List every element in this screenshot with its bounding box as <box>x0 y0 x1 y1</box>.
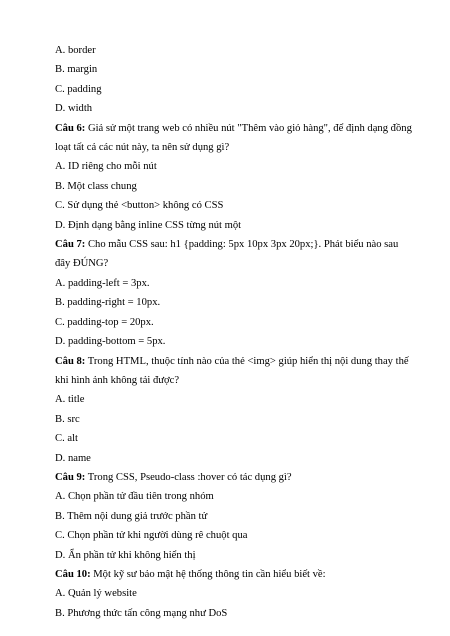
q6-option-a: A. ID riêng cho mỗi nút <box>55 161 157 173</box>
q7-option-d: D. padding-bottom = 5px. <box>55 336 166 348</box>
q5-option-b: B. margin <box>55 64 98 76</box>
q10-option-b: B. Phương thức tấn công mạng như DoS <box>55 607 228 619</box>
q7-option-a: A. padding-left = 3px. <box>55 277 150 289</box>
q8-text: Trong HTML, thuộc tính nào của thẻ <img> giúp hiển thị nội dung thay thế khi hình ảnh không tải được? <box>55 355 409 386</box>
q10-question <box>55 565 415 584</box>
q8-question <box>55 352 415 391</box>
q8-label: Câu 8: <box>55 355 86 367</box>
q7-option-c: C. padding-top = 20px. <box>55 316 154 328</box>
q9-option-d: D. Ẩn phần tử khi không hiển thị <box>55 549 196 561</box>
q8-option-c: C. alt <box>55 433 78 445</box>
q8-option-d: D. name <box>55 452 91 464</box>
q6-label: Câu 6: <box>55 122 86 134</box>
q9-question <box>55 468 415 487</box>
q6-text: Giả sử một trang web có nhiều nút "Thêm vào giỏ hàng", để định dạng đồng loạt tất cả các nút này, ta nên sử dụng gì? <box>55 122 412 154</box>
q8-option-b: B. src <box>55 413 80 425</box>
q6-option-d: D. Định dạng bằng inline CSS từng nút một <box>55 219 242 231</box>
q10-text: Một kỹ sư bảo mật hệ thống thông tin cần hiểu biết về: <box>90 568 326 580</box>
q7-question <box>55 235 415 274</box>
q8-option-a: A. title <box>55 394 85 406</box>
quiz-content <box>55 41 415 623</box>
q7-text: Cho mẫu CSS sau: h1 {padding: 5px 10px 3px 20px;}. Phát biểu nào sau đây ĐÚNG? <box>55 239 399 270</box>
q5-option-a: A. border <box>55 45 96 56</box>
q5-option-c: C. padding <box>55 83 102 95</box>
q7-label: Câu 7: <box>55 239 86 251</box>
q9-option-b: B. Thêm nội dung giả trước phần tử <box>55 510 208 522</box>
q9-option-c: C. Chọn phần tử khi người dùng rê chuột qua <box>55 530 248 542</box>
q9-option-a: A. Chọn phần tử đầu tiên trong nhóm <box>55 491 214 503</box>
q6-question <box>55 119 415 158</box>
q7-option-b: B. padding-right = 10px. <box>55 297 161 309</box>
q6-option-b: B. Một class chung <box>55 180 137 192</box>
q10-label: Câu 10: <box>55 568 91 580</box>
q9-text: Trong CSS, Pseudo-class :hover có tác dụng gì? <box>85 471 292 483</box>
q6-option-c: C. Sử dụng thẻ <button> không có CSS <box>55 200 224 212</box>
q5-option-d: D. width <box>55 103 93 115</box>
q10-option-a: A. Quản lý website <box>55 588 137 600</box>
q9-label: Câu 9: <box>55 471 86 483</box>
